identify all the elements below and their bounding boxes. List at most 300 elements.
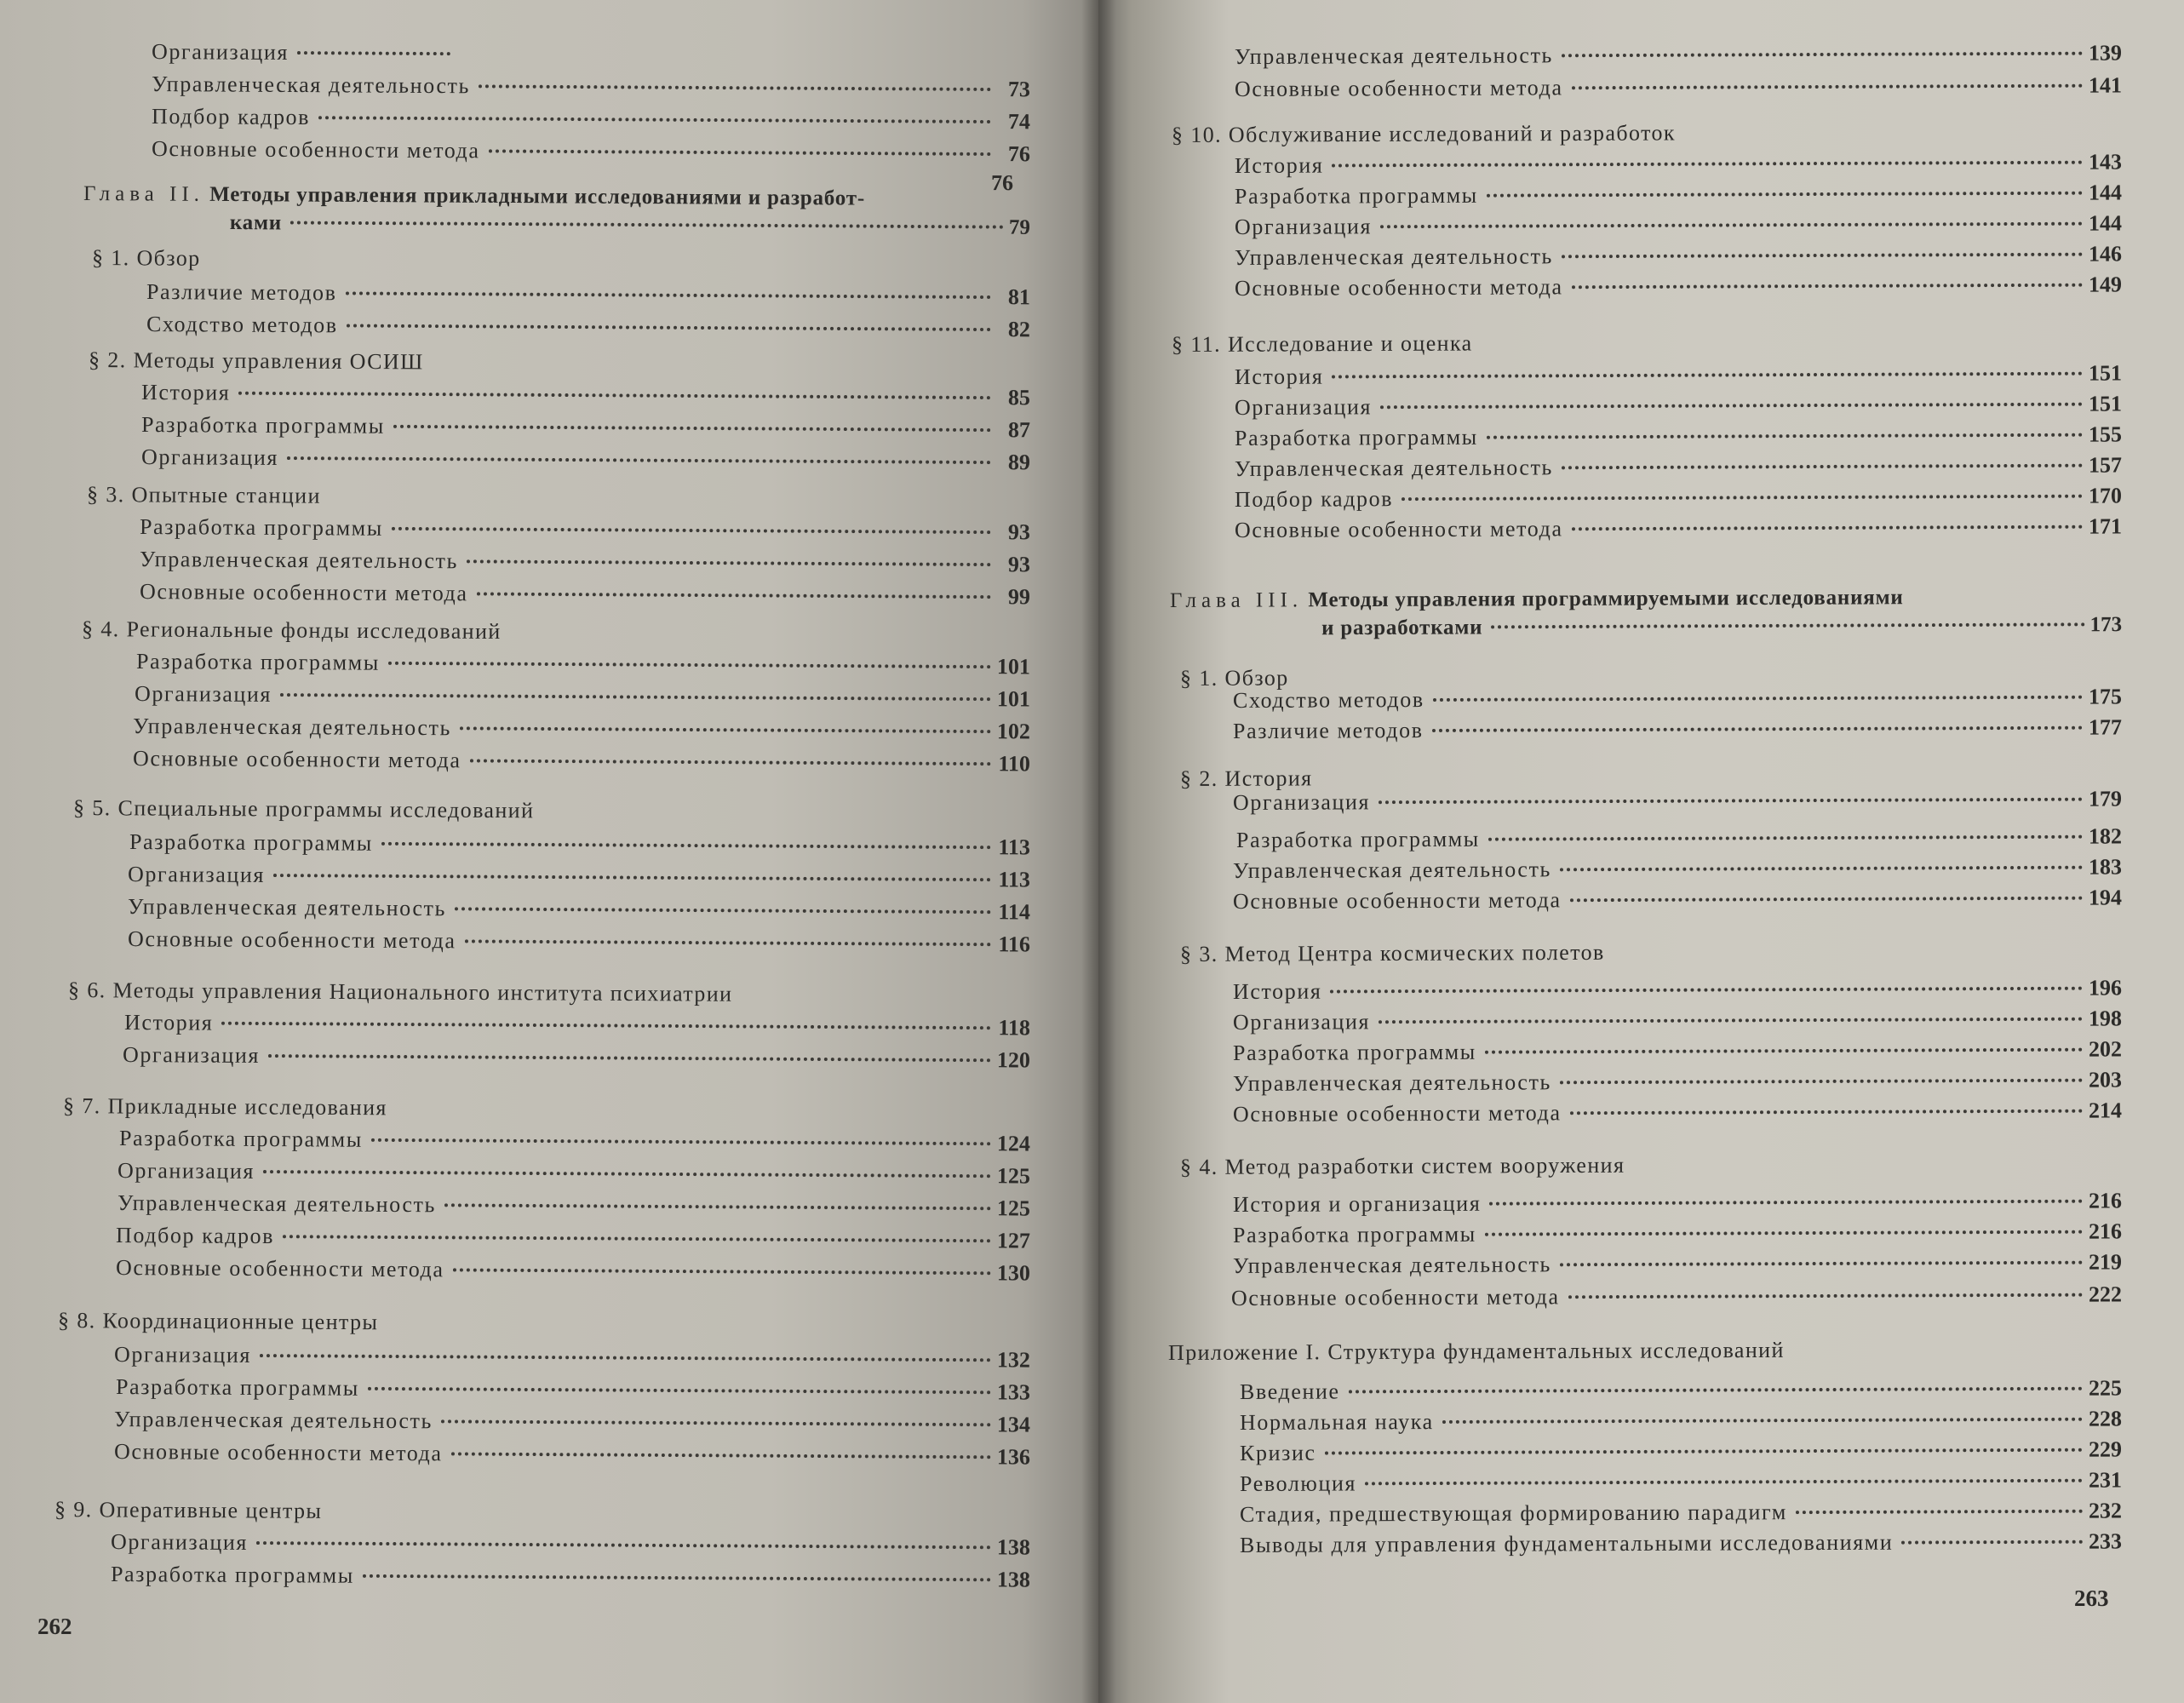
toc-entry <box>1235 393 2122 419</box>
toc-entry-title: Управленческая деятельность <box>1232 857 1552 883</box>
toc-entry <box>1240 1438 2122 1465</box>
toc-entry-page: 175 <box>2088 684 2123 709</box>
leader-dots <box>287 456 991 464</box>
toc-entry-page: 225 <box>2088 1375 2123 1401</box>
toc-entry-title: Организация <box>110 1529 249 1555</box>
toc-entry <box>1235 273 2122 300</box>
toc-entry-title: Организация <box>134 681 272 707</box>
toc-entry-page: 216 <box>2088 1218 2123 1244</box>
section-heading: § 9. Оперативные центры <box>54 1497 323 1523</box>
toc-entry-page: 73 <box>1007 77 1031 102</box>
toc-entry-title: Основные особенности метода <box>151 136 480 163</box>
leader-dots <box>381 842 991 849</box>
toc-entry <box>140 516 1030 543</box>
toc-entry-page: 136 <box>996 1444 1031 1470</box>
leader-dots <box>263 1170 991 1178</box>
leader-dots <box>1485 1230 2083 1236</box>
toc-entry-title: Революция <box>1239 1471 1357 1496</box>
toc-entry-title: Организация <box>122 1042 261 1068</box>
toc-entry-title: Сходство методов <box>1232 687 1424 713</box>
chapter-heading-line2 <box>83 209 1030 242</box>
toc-entry <box>146 281 1030 308</box>
toc-entry-page: 143 <box>2088 149 2123 175</box>
leader-dots <box>1402 495 2083 501</box>
toc-entry-title: История <box>123 1010 214 1035</box>
leader-dots <box>1572 284 2083 290</box>
toc-entry <box>1240 1530 2122 1557</box>
leader-dots <box>1485 1048 2083 1054</box>
toc-entry-page: 114 <box>998 899 1031 925</box>
toc-entry-page: 76 <box>990 170 1014 196</box>
toc-entry <box>124 1012 1030 1039</box>
toc-entry-title: Стадия, предшествующая формированию парадигм <box>1239 1499 1788 1527</box>
toc-entry-title: Управленческая деятельность <box>1232 1252 1552 1278</box>
toc-entry-title: Организация <box>113 1342 252 1368</box>
toc-entry-page: 216 <box>2088 1188 2123 1213</box>
leader-dots <box>477 592 991 599</box>
toc-entry <box>129 831 1030 858</box>
toc-entry <box>1240 1408 2122 1434</box>
toc-entry <box>1233 886 2122 913</box>
toc-entry <box>119 1127 1030 1155</box>
toc-entry-title: Основные особенности метода <box>1230 1284 1560 1310</box>
toc-entry <box>1233 685 2122 712</box>
toc-entry-title: Разработка программы <box>1234 424 1478 450</box>
toc-entry-title: Различие методов <box>1232 718 1424 743</box>
leader-dots <box>238 392 991 399</box>
leader-dots <box>363 1574 991 1582</box>
toc-entry-page: 127 <box>996 1228 1031 1253</box>
chapter-heading-line1 <box>83 181 1030 214</box>
toc-entry-page: 113 <box>998 834 1031 860</box>
toc-entry-page: 99 <box>1007 584 1031 610</box>
toc-entry-page: 118 <box>998 1015 1031 1041</box>
toc-entry-page: 170 <box>2088 483 2123 508</box>
toc-entry <box>152 106 1030 133</box>
toc-entry <box>1233 1069 2122 1095</box>
toc-entry <box>152 138 1030 165</box>
leader-dots <box>1560 866 2083 872</box>
toc-entry-page: 151 <box>2088 360 2123 386</box>
leader-dots <box>1379 1018 2083 1024</box>
toc-entry-page: 149 <box>2088 272 2123 297</box>
leader-dots <box>1332 372 2083 379</box>
toc-entry-page: 228 <box>2088 1406 2123 1431</box>
leader-dots <box>444 1203 991 1210</box>
leader-dots <box>1560 1079 2083 1085</box>
toc-entry <box>1235 515 2122 542</box>
appendix-heading: Приложение I. Структура фундаментальных исследований <box>1167 1337 1785 1365</box>
toc-entry <box>1233 1099 2122 1126</box>
leader-dots <box>1491 622 2084 628</box>
toc-entry <box>1235 423 2122 450</box>
leader-dots <box>470 759 991 765</box>
toc-entry <box>1235 181 2122 208</box>
toc-entry-page: 82 <box>1007 317 1031 342</box>
toc-entry-title: Разработка программы <box>1232 1221 1476 1247</box>
toc-entry-title: Организация <box>140 444 279 470</box>
toc-entry-page: 133 <box>996 1379 1031 1405</box>
section-heading: § 4. Метод разработки систем вооружения <box>1179 1152 1625 1179</box>
leader-dots <box>371 1138 991 1145</box>
section-heading: § 6. Методы управления Национального института психиатрии <box>67 978 733 1006</box>
toc-entry-title: Разработка программы <box>115 1374 359 1401</box>
toc-entry-page: 87 <box>1007 417 1031 443</box>
toc-entry <box>1233 788 2122 814</box>
toc-entry-title: Организация <box>1234 394 1373 420</box>
toc-entry-title: Кризис <box>1239 1440 1316 1465</box>
leader-dots <box>1442 1418 2083 1424</box>
chapter-heading <box>83 181 1030 242</box>
toc-entry-page: 198 <box>2088 1006 2123 1031</box>
toc-entry-page: 130 <box>996 1260 1031 1286</box>
toc-entry <box>1240 1469 2122 1495</box>
toc-entry-page: 222 <box>2088 1282 2123 1307</box>
toc-entry-title: Разработка программы <box>1234 182 1478 209</box>
section-heading: § 10. Обслуживание исследований и разработок <box>1171 120 1676 147</box>
toc-entry <box>1233 1038 2122 1064</box>
toc-entry-title: История <box>1234 152 1324 178</box>
toc-entry-title: Организация <box>127 862 266 887</box>
leader-dots <box>1560 1261 2083 1267</box>
toc-entry-page: 182 <box>2088 823 2123 849</box>
toc-entry <box>1235 454 2122 480</box>
leader-dots <box>1570 1110 2083 1115</box>
toc-entry-page: 171 <box>2088 513 2123 539</box>
toc-entry-title: Управленческая деятельность <box>139 547 459 574</box>
leader-dots <box>1796 1510 2083 1514</box>
toc-entry-title: Подбор кадров <box>115 1223 275 1249</box>
toc-entry <box>114 1344 1030 1372</box>
toc-entry-title: История <box>1234 364 1324 389</box>
toc-entry <box>146 313 1030 341</box>
leader-dots <box>1380 222 2083 229</box>
toc-entry-page: 141 <box>2088 72 2123 98</box>
toc-entry-page: 113 <box>998 867 1031 892</box>
leader-dots <box>1568 1293 2083 1299</box>
leader-dots <box>1365 1479 2083 1486</box>
toc-entry-page: 219 <box>2088 1249 2123 1275</box>
toc-entry-title: Основные особенности метода <box>132 746 461 773</box>
toc-entry-title: Управленческая деятельность <box>132 714 452 741</box>
section-heading: § 7. Прикладные исследования <box>62 1093 387 1121</box>
toc-entry-title: История и организация <box>1232 1190 1482 1217</box>
toc-entry <box>1236 825 2122 852</box>
toc-entry-title: Организация <box>1234 214 1373 239</box>
leader-dots <box>273 874 991 881</box>
toc-entry-page: 85 <box>1007 385 1031 410</box>
toc-entry-title: Разработка программы <box>135 649 380 675</box>
toc-entry-page: 110 <box>998 751 1031 777</box>
section-heading: § 4. Региональные фонды исследований <box>81 616 502 645</box>
toc-entry <box>114 1441 1030 1469</box>
toc-entry-title: Организация <box>1232 1009 1371 1035</box>
leader-dots <box>1489 1200 2083 1206</box>
toc-entry-title: Управленческая деятельность <box>1234 244 1554 270</box>
section-heading: § 1. Обзор <box>1179 665 1289 691</box>
toc-entry-title: Нормальная наука <box>1239 1409 1434 1435</box>
toc-entry <box>1235 243 2122 269</box>
toc-entry <box>128 863 1030 891</box>
leader-dots <box>392 527 991 534</box>
toc-entry-title: Управленческая деятельность <box>1234 455 1554 481</box>
toc-entry-title: Подбор кадров <box>151 104 311 130</box>
toc-entry-page: 232 <box>2088 1498 2123 1523</box>
toc-entry <box>1235 151 2122 177</box>
toc-entry <box>1235 42 2122 68</box>
toc-entry-page: 196 <box>2088 975 2123 1001</box>
leader-dots <box>1487 192 2083 198</box>
toc-entry <box>1235 362 2122 388</box>
toc-entry <box>133 715 1030 743</box>
chapter-page: 79 <box>1008 215 1030 239</box>
toc-entry-title: Разработка программы <box>129 829 373 856</box>
toc-entry-title: Выводы для управления фундаментальными исследованиями <box>1239 1529 1894 1557</box>
leader-dots <box>280 693 991 701</box>
section-heading: § 5. Специальные программы исследований <box>72 795 535 823</box>
toc-entry <box>152 41 1012 68</box>
toc-entry <box>111 1563 1030 1591</box>
toc-entry-title: История <box>1232 978 1322 1004</box>
toc-entry-title: Управленческая деятельность <box>1234 43 1554 69</box>
toc-entry-page: 138 <box>996 1534 1031 1560</box>
toc-entry-title: Основные особенности метода <box>113 1439 443 1466</box>
leader-dots <box>479 84 991 91</box>
toc-entry <box>1240 1499 2122 1526</box>
toc-entry-page: 124 <box>996 1131 1031 1156</box>
chapter-title-cont: и разработками <box>1321 615 1483 639</box>
leader-dots <box>368 1387 991 1394</box>
leader-dots <box>393 425 991 432</box>
toc-entry <box>1233 1190 2122 1216</box>
toc-entry <box>136 651 1030 678</box>
toc-entry <box>1233 856 2122 882</box>
toc-entry <box>135 683 1030 710</box>
toc-entry-page: 116 <box>998 932 1031 957</box>
toc-entry-title: Различие методов <box>146 279 337 306</box>
chapter-label: Глава III. <box>1169 588 1304 613</box>
toc-entry-title: Основные особенности метода <box>115 1255 444 1282</box>
toc-entry-page: 93 <box>1007 552 1031 577</box>
toc-entry-page: 76 <box>1007 141 1031 167</box>
toc-entry <box>133 748 1030 775</box>
leader-dots <box>1379 798 2083 805</box>
chapter-heading-line2 <box>1170 611 2122 643</box>
toc-entry <box>140 548 1030 576</box>
toc-entry <box>140 581 1030 608</box>
toc-entry <box>141 446 1030 473</box>
leader-dots <box>1562 464 2083 470</box>
leader-dots <box>460 726 991 733</box>
toc-entry-title: Разработка программы <box>140 412 385 439</box>
toc-entry-page: 89 <box>1007 450 1031 475</box>
toc-entry-title: Разработка программы <box>118 1126 363 1152</box>
toc-entry <box>118 1192 1030 1220</box>
leader-dots <box>283 1235 991 1242</box>
leader-dots <box>467 559 991 566</box>
toc-entry-page: 179 <box>2088 786 2123 811</box>
toc-entry-title: Управленческая деятельность <box>113 1407 433 1434</box>
page-number: 263 <box>2074 1585 2109 1611</box>
leader-dots <box>1488 835 2083 841</box>
toc-entry-page: 233 <box>2088 1528 2123 1554</box>
leader-dots <box>1570 897 2083 903</box>
leader-dots <box>388 662 991 668</box>
toc-entry <box>128 928 1030 955</box>
leader-dots <box>1562 253 2083 259</box>
toc-entry-title: Основные особенности метода <box>127 926 456 954</box>
section-heading: § 3. Метод Центра космических полетов <box>1179 939 1605 966</box>
toc-entry <box>1233 716 2122 743</box>
leader-dots <box>318 116 991 123</box>
toc-entry-page: 229 <box>2088 1436 2123 1462</box>
toc-entry-page: 125 <box>996 1196 1031 1221</box>
toc-entry-page: 132 <box>996 1347 1031 1373</box>
toc-entry-title: Управленческая деятельность <box>117 1190 437 1218</box>
leader-dots <box>297 51 450 55</box>
chapter-title-cont: ками <box>229 210 283 234</box>
leader-dots <box>1572 525 2083 531</box>
toc-entry-page: 138 <box>996 1567 1031 1592</box>
leader-dots <box>347 324 991 331</box>
toc-entry-page: 134 <box>996 1412 1031 1437</box>
leader-dots <box>1349 1387 2083 1394</box>
toc-entry <box>111 1531 1030 1559</box>
toc-entry-page: 157 <box>2088 452 2123 478</box>
leader-dots <box>346 291 991 299</box>
leader-dots <box>260 1354 991 1362</box>
leader-dots <box>465 939 991 946</box>
toc-entry <box>123 1044 1030 1072</box>
toc-entry <box>114 1408 1030 1436</box>
toc-entry-title: Основные особенности метода <box>1234 274 1563 301</box>
toc-entry-page: 120 <box>996 1047 1031 1073</box>
toc-entry-page: 231 <box>2088 1467 2123 1493</box>
toc-entry-page: 151 <box>2088 391 2123 416</box>
leader-dots <box>1332 161 2083 168</box>
toc-entry-page: 74 <box>1007 109 1031 135</box>
toc-entry-title: Сходство методов <box>146 312 338 338</box>
toc-entry-page: 101 <box>996 654 1031 679</box>
leader-dots <box>441 1419 991 1426</box>
toc-entry <box>1233 1251 2122 1277</box>
toc-entry <box>1233 1220 2122 1247</box>
chapter-heading <box>1170 583 2122 643</box>
section-heading: § 8. Координационные центры <box>57 1308 379 1335</box>
toc-entry-title: Организация <box>151 39 289 65</box>
toc-entry-title: Управленческая деятельность <box>151 72 471 99</box>
toc-entry-title: Введение <box>1239 1379 1340 1404</box>
toc-entry-title: Основные особенности метода <box>1234 516 1563 542</box>
page-number: 262 <box>37 1614 72 1639</box>
leader-dots <box>221 1022 991 1030</box>
toc-entry <box>1233 1007 2122 1034</box>
toc-entry-page: 202 <box>2088 1036 2123 1062</box>
chapter-page: 173 <box>2089 612 2123 636</box>
leader-dots <box>1572 84 2083 90</box>
toc-entry <box>141 414 1030 441</box>
toc-entry-page: 93 <box>1007 519 1031 545</box>
toc-entry-page: 144 <box>2088 210 2123 236</box>
toc-entry-page: 155 <box>2088 421 2123 447</box>
leader-dots <box>489 149 991 156</box>
leader-dots <box>1901 1540 2083 1545</box>
toc-entry-page: 81 <box>1007 284 1031 310</box>
leader-dots <box>256 1541 991 1549</box>
toc-entry <box>116 1224 1030 1253</box>
toc-entry-title: История <box>140 380 231 405</box>
toc-entry <box>141 381 1030 409</box>
toc-entry-page: 139 <box>2088 40 2123 66</box>
toc-entry-title: Разработка программы <box>1235 826 1480 852</box>
leader-dots <box>290 221 1004 228</box>
leader-dots <box>1562 52 2083 58</box>
leader-dots <box>455 907 991 914</box>
chapter-title: Методы управления прикладными исследованиями и разработ- <box>209 182 866 210</box>
toc-entry-title: Организация <box>1232 789 1371 815</box>
toc-entry-title: Организация <box>117 1158 255 1184</box>
chapter-label: Глава II. <box>83 182 205 206</box>
toc-entry-page: 144 <box>2088 180 2123 205</box>
toc-entry <box>1235 74 2122 100</box>
toc-entry-page: 177 <box>2088 714 2123 740</box>
toc-entry-title: Разработка программы <box>139 514 383 541</box>
leader-dots <box>1330 987 2083 994</box>
toc-entry-page: 194 <box>2088 885 2123 910</box>
toc-entry-page: 203 <box>2088 1067 2123 1092</box>
leader-dots <box>1432 726 2083 732</box>
toc-entry-page: 214 <box>2088 1098 2123 1123</box>
leader-dots <box>451 1452 991 1459</box>
chapter-heading-line1 <box>1170 583 2122 615</box>
toc-entry <box>152 73 1030 100</box>
leader-dots <box>453 1268 991 1275</box>
section-heading: § 11. Исследование и оценка <box>1171 330 1473 357</box>
toc-entry-title: Разработка программы <box>1232 1039 1476 1065</box>
toc-entry-title: Основные особенности метода <box>139 579 468 606</box>
toc-entry <box>116 1257 1030 1285</box>
toc-entry-title: Управленческая деятельность <box>1232 1069 1552 1096</box>
toc-entry-title: Подбор кадров <box>1234 486 1394 512</box>
toc-entry <box>1235 212 2122 238</box>
toc-entry-title: Основные особенности метода <box>1232 1100 1562 1127</box>
leader-dots <box>1487 433 2083 439</box>
chapter-title: Методы управления программируемыми исследованиями <box>1308 586 1904 612</box>
section-heading: § 1. Обзор <box>91 245 201 271</box>
toc-entry-page: 102 <box>996 719 1031 744</box>
toc-entry <box>128 896 1030 923</box>
right-page <box>1098 0 2184 1703</box>
toc-entry <box>118 1160 1030 1188</box>
section-heading: § 2. Методы управления ОСИШ <box>88 347 424 375</box>
leader-dots <box>1325 1448 2083 1455</box>
leader-dots <box>1380 403 2083 410</box>
toc-entry-page: 125 <box>996 1163 1031 1189</box>
toc-entry-title: Основные особенности метода <box>1232 887 1562 914</box>
section-heading: § 3. Опытные станции <box>86 482 321 508</box>
section-heading: § 2. История <box>1179 765 1313 791</box>
leader-dots <box>268 1054 991 1062</box>
toc-entry-page: 101 <box>996 686 1031 712</box>
toc-entry <box>1233 977 2122 1003</box>
toc-entry-page: 183 <box>2088 854 2123 880</box>
leader-dots <box>1433 696 2083 702</box>
toc-entry <box>1240 1377 2122 1403</box>
toc-entry-page: 146 <box>2088 241 2123 267</box>
toc-entry <box>1235 485 2122 511</box>
toc-entry <box>116 1376 1030 1404</box>
toc-entry-title: Основные особенности метода <box>1234 75 1563 101</box>
